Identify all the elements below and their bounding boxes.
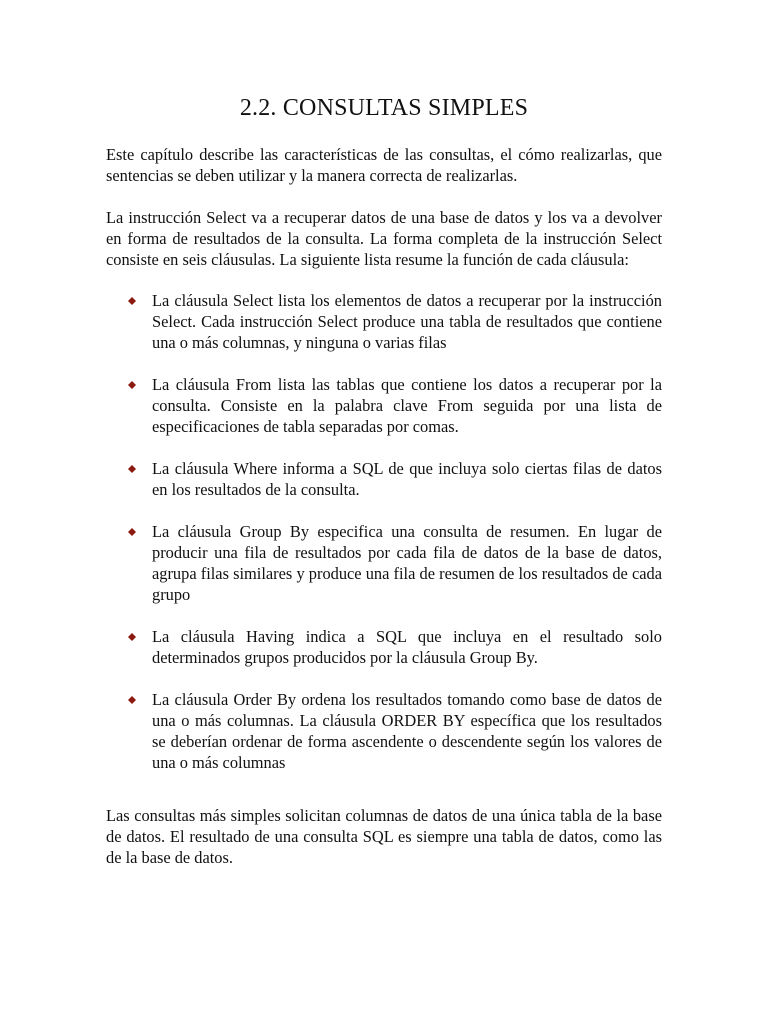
clause-order-by-text: La cláusula Order By ordena los resultados tomando como base de datos de una o más columnas. La cláusula ORDER BY específica que los resultados se deberían ordenar de forma ascendente o descendente según los valores de una o más columnas [152,690,662,772]
diamond-bullet-icon [128,528,136,536]
intro-paragraph: Este capítulo describe las características de las consultas, el cómo realizarlas, que sentencias se deben utilizar y la manera correcta de realizarlas. [106,145,662,185]
list-item [106,290,662,353]
document-body [106,144,662,868]
select-paragraph: La instrucción Select va a recuperar datos de una base de datos y los va a devolver en forma de resultados de la consulta. La forma completa de la instrucción Select consiste en seis cláusulas. La siguiente lista resume la función de cada cláusula: [106,208,662,269]
diamond-bullet-icon [128,381,136,389]
diamond-bullet-icon [128,465,136,473]
clause-group-by-text: La cláusula Group By especifica una consulta de resumen. En lugar de producir una fila de resultados por cada fila de datos de la base de datos, agrupa filas similares y produce una fila de resumen de los resultados de cada grupo [152,522,662,604]
diamond-bullet-icon [128,633,136,641]
clause-select-text: La cláusula Select lista los elementos de datos a recuperar por la instrucción Select. Cada instrucción Select produce una tabla de resultados que contiene una o más columnas, y ninguna o varias filas [152,291,662,352]
clause-having-text: La cláusula Having indica a SQL que incluya en el resultado solo determinados grupos producidos por la cláusula Group By. [152,627,662,667]
diamond-bullet-icon [128,297,136,305]
page-title: 2.2. CONSULTAS SIMPLES [239,95,529,121]
list-item [106,689,662,773]
list-item [106,458,662,500]
clause-list [106,290,662,773]
clause-where-text: La cláusula Where informa a SQL de que incluya solo ciertas filas de datos en los resultados de la consulta. [152,459,662,499]
list-item [106,521,662,605]
list-item [106,374,662,437]
diamond-bullet-icon [128,696,136,704]
list-item [106,626,662,668]
closing-paragraph: Las consultas más simples solicitan columnas de datos de una única tabla de la base de datos. El resultado de una consulta SQL es siempre una tabla de datos, como las de la base de datos. [106,806,662,867]
clause-from-text: La cláusula From lista las tablas que contiene los datos a recuperar por la consulta. Consiste en la palabra clave From seguida por una lista de especificaciones de tabla separadas por comas. [152,375,662,436]
